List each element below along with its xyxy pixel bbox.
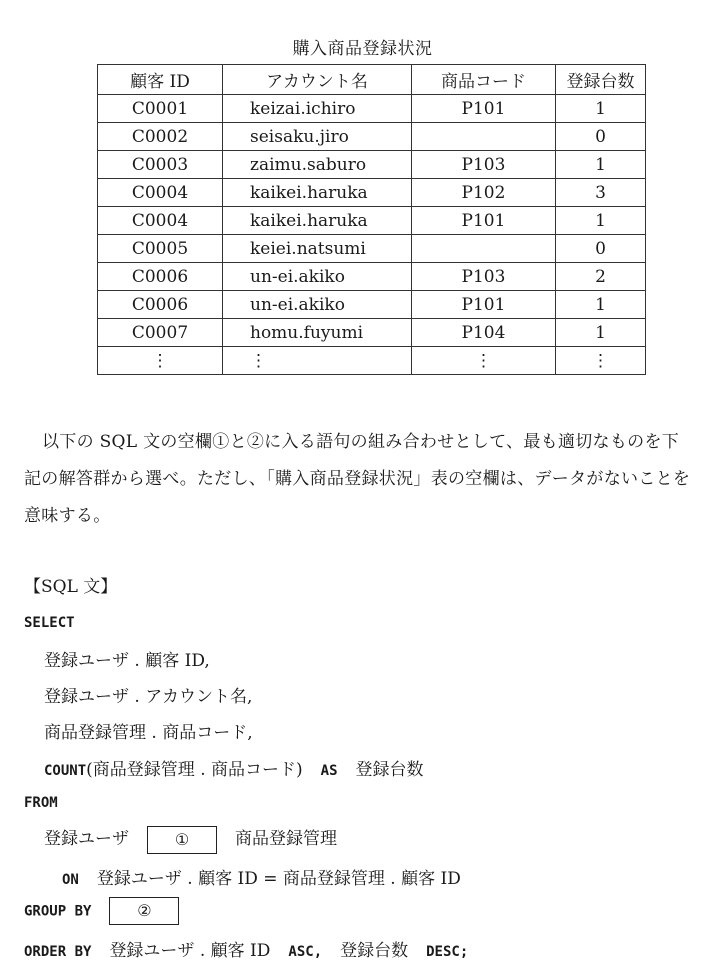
order-column-1: 登録ユーザ . 顧客 ID: [109, 941, 271, 961]
sql-order-line: [24, 936, 468, 961]
cell-customer-id: C0005: [98, 235, 223, 263]
select-keyword: SELECT: [24, 615, 75, 631]
order-column-2: 登録台数: [340, 941, 409, 961]
cell-registered-count: 1: [556, 207, 646, 235]
cell-account-name: zaimu.saburo: [223, 151, 412, 179]
sql-select-line: [24, 612, 75, 632]
cell-registered-count: 1: [556, 319, 646, 347]
sql-label: 【SQL 文】: [24, 577, 118, 597]
header-registered-count: 登録台数: [556, 65, 646, 95]
cell-product-code: ⋮: [412, 347, 556, 375]
cell-customer-id: C0003: [98, 151, 223, 179]
count-keyword: COUNT: [44, 763, 87, 779]
asc-keyword: ASC,: [288, 944, 323, 960]
cell-registered-count: ⋮: [556, 347, 646, 375]
table-row: [98, 319, 646, 347]
blank-2-box: ②: [109, 897, 179, 925]
on-condition: 登録ユーザ . 顧客 ID = 商品登録管理 . 顧客 ID: [96, 869, 461, 889]
cell-account-name: kaikei.haruka: [223, 207, 412, 235]
on-keyword: ON: [62, 872, 79, 888]
table-row: [98, 291, 646, 319]
cell-product-code: P102: [412, 179, 556, 207]
from-right-table: 商品登録管理: [235, 829, 337, 849]
header-product-code: 商品コード: [412, 65, 556, 95]
cell-registered-count: 2: [556, 263, 646, 291]
header-customer-id: 顧客 ID: [98, 65, 223, 95]
cell-registered-count: 1: [556, 151, 646, 179]
cell-registered-count: 3: [556, 179, 646, 207]
table-header-row: [98, 65, 646, 95]
cell-product-code: [412, 123, 556, 151]
count-alias: 登録台数: [355, 760, 424, 780]
cell-product-code: P101: [412, 95, 556, 123]
desc-keyword: DESC;: [426, 944, 469, 960]
cell-registered-count: 1: [556, 95, 646, 123]
table-row: [98, 263, 646, 291]
table-row: [98, 347, 646, 375]
sql-select-col-2: 登録ユーザ . アカウント名,: [44, 687, 253, 707]
cell-registered-count: 0: [556, 123, 646, 151]
sql-join-line: [44, 824, 337, 854]
cell-account-name: un-ei.akiko: [223, 263, 412, 291]
from-keyword: FROM: [24, 795, 58, 811]
cell-account-name: seisaku.jiro: [223, 123, 412, 151]
table-row: [98, 235, 646, 263]
cell-product-code: P104: [412, 319, 556, 347]
count-argument: (商品登録管理 . 商品コード): [86, 760, 303, 780]
cell-account-name: keizai.ichiro: [223, 95, 412, 123]
cell-registered-count: 1: [556, 291, 646, 319]
sql-on-line: [62, 864, 461, 889]
cell-customer-id: C0002: [98, 123, 223, 151]
cell-product-code: [412, 235, 556, 263]
table-row: [98, 151, 646, 179]
cell-customer-id: C0006: [98, 263, 223, 291]
as-keyword: AS: [320, 763, 338, 779]
cell-account-name: ⋮: [223, 347, 412, 375]
table-row: [98, 179, 646, 207]
sql-select-col-1: 登録ユーザ . 顧客 ID,: [44, 651, 210, 671]
cell-product-code: P103: [412, 263, 556, 291]
cell-account-name: un-ei.akiko: [223, 291, 412, 319]
cell-account-name: keiei.natsumi: [223, 235, 412, 263]
cell-product-code: P103: [412, 151, 556, 179]
from-left-table: 登録ユーザ: [44, 829, 129, 849]
table-row: [98, 95, 646, 123]
cell-account-name: kaikei.haruka: [223, 179, 412, 207]
order-by-keyword: ORDER BY: [24, 944, 92, 960]
cell-registered-count: 0: [556, 235, 646, 263]
cell-customer-id: C0004: [98, 207, 223, 235]
cell-customer-id: C0001: [98, 95, 223, 123]
table-row: [98, 207, 646, 235]
cell-account-name: homu.fuyumi: [223, 319, 412, 347]
question-text: 以下の SQL 文の空欄①と②に入る語句の組み合わせとして、最も適切なものを下記の解答群から選べ。ただし、「購入商品登録状況」表の空欄は、データがないことを意味する。: [24, 432, 691, 526]
sql-select-col-3: 商品登録管理 . 商品コード,: [44, 723, 253, 743]
cell-product-code: P101: [412, 291, 556, 319]
cell-product-code: P101: [412, 207, 556, 235]
sql-from-line: [24, 792, 58, 812]
blank-1-box: ①: [147, 826, 217, 854]
sql-group-line: [24, 897, 179, 925]
cell-customer-id: C0006: [98, 291, 223, 319]
cell-customer-id: C0007: [98, 319, 223, 347]
group-by-keyword: GROUP BY: [24, 903, 92, 920]
header-account-name: アカウント名: [223, 65, 412, 95]
registration-table: [97, 64, 646, 375]
cell-customer-id: ⋮: [98, 347, 223, 375]
table-row: [98, 123, 646, 151]
sql-count-line: [44, 755, 424, 780]
cell-customer-id: C0004: [98, 179, 223, 207]
table-title: 購入商品登録状況: [292, 39, 433, 59]
